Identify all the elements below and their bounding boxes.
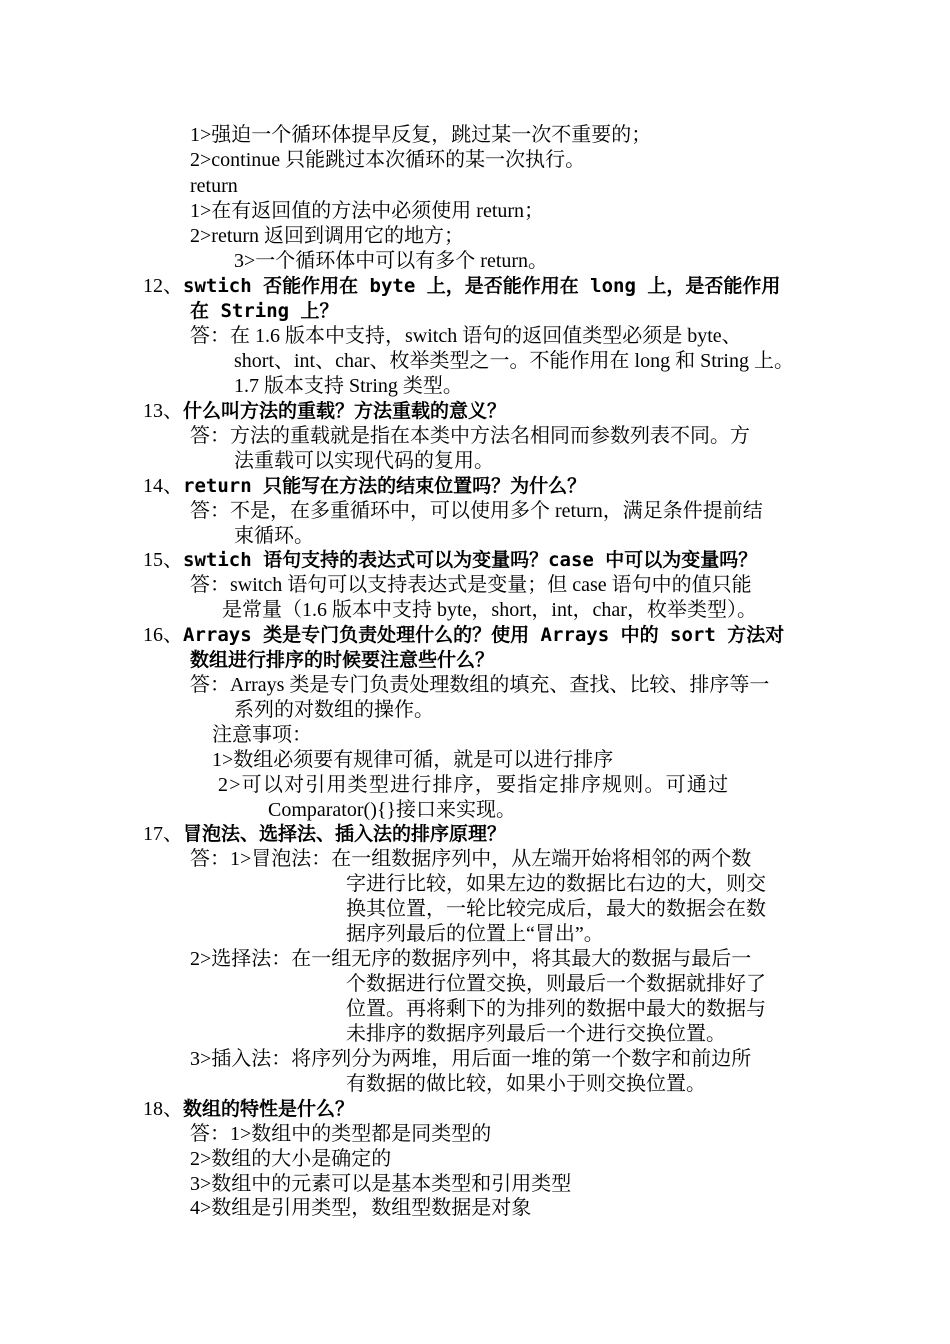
answer-18-line-4: 4>数组是引用类型，数组型数据是对象 xyxy=(190,1197,532,1219)
question-number: 14、 xyxy=(143,475,183,497)
answer-18-line-1: 答：1>数组中的类型都是同类型的 xyxy=(190,1123,492,1145)
answer-17-insert-2: 有数据的做比较，如果小于则交换位置。 xyxy=(346,1073,706,1095)
question-12-cont: 在 String 上？ xyxy=(190,300,339,322)
question-18 xyxy=(143,1097,354,1122)
question-13 xyxy=(143,399,506,424)
question-text: 什么叫方法的重载？方法重载的意义？ xyxy=(183,400,507,422)
answer-15-line-2: 是常量（1.6 版本中支持 byte，short，int，char，枚举类型）。 xyxy=(222,599,757,621)
question-number: 12、 xyxy=(143,275,183,297)
answer-17-select-1: 2>选择法：在一组无序的数据序列中，将其最大的数据与最后一 xyxy=(190,948,752,970)
answer-16-note-2: 2>可以对引用类型进行排序，要指定排序规则。可通过 xyxy=(218,774,730,796)
answer-12-line-3: 1.7 版本支持 String 类型。 xyxy=(234,375,463,397)
question-number: 18、 xyxy=(143,1098,183,1120)
answer-16-line-2: 系列的对数组的操作。 xyxy=(234,699,434,721)
answer-17-bubble-1: 答：1>冒泡法：在一组数据序列中，从左端开始将相邻的两个数 xyxy=(190,848,752,870)
answer-15-line-1: 答：switch 语句可以支持表达式是变量；但 case 语句中的值只能 xyxy=(190,574,752,596)
answer-14-line-2: 束循环。 xyxy=(234,525,314,547)
question-text: 冒泡法、选择法、插入法的排序原理？ xyxy=(183,823,507,845)
question-number: 17、 xyxy=(143,823,183,845)
answer-12-line-1: 答：在 1.6 版本中支持，switch 语句的返回值类型必须是 byte、 xyxy=(190,325,742,347)
question-16 xyxy=(143,623,784,648)
question-12 xyxy=(143,274,780,299)
question-text: swtich 语句支持的表达式可以为变量吗？case 中可以为变量吗？ xyxy=(183,549,758,571)
question-number: 13、 xyxy=(143,400,183,422)
answer-12-line-2: short、int、char、枚举类型之一。不能作用在 long 和 String 上。 xyxy=(234,350,794,372)
question-text: swtich 否能作用在 byte 上，是否能作用在 long 上，是否能作用 xyxy=(183,275,781,297)
answer-16-line-1: 答：Arrays 类是专门负责处理数组的填充、查找、比较、排序等一 xyxy=(190,674,770,696)
answer-18-line-2: 2>数组的大小是确定的 xyxy=(190,1148,392,1170)
answer-17-bubble-3: 换其位置，一轮比较完成后，最大的数据会在数 xyxy=(346,898,766,920)
question-text: 数组的特性是什么？ xyxy=(183,1098,355,1120)
question-text: Arrays 类是专门负责处理什么的？使用 Arrays 中的 sort 方法对 xyxy=(183,624,785,646)
answer-13-line-1: 答：方法的重载就是指在本类中方法名相同而参数列表不同。方 xyxy=(190,425,750,447)
answer-17-select-4: 未排序的数据序列最后一个进行交换位置。 xyxy=(346,1023,726,1045)
answer-17-select-3: 位置。再将剩下的为排列的数据中最大的数据与 xyxy=(346,998,766,1020)
question-17 xyxy=(143,822,506,847)
answer-16-notes-label: 注意事项： xyxy=(212,724,312,746)
return-heading: return xyxy=(190,175,238,197)
return-point-3: 3>一个循环体中可以有多个 return。 xyxy=(234,250,549,272)
question-number: 15、 xyxy=(143,549,183,571)
answer-17-insert-1: 3>插入法：将序列分为两堆，用后面一堆的第一个数字和前边所 xyxy=(190,1048,752,1070)
answer-16-note-2-cont: Comparator(){}接口来实现。 xyxy=(268,799,517,821)
answer-14-line-1: 答：不是，在多重循环中，可以使用多个 return，满足条件提前结 xyxy=(190,500,763,522)
answer-17-bubble-2: 字进行比较，如果左边的数据比右边的大，则交 xyxy=(346,873,766,895)
return-point-1: 1>在有返回值的方法中必须使用 return； xyxy=(190,200,545,222)
answer-18-line-3: 3>数组中的元素可以是基本类型和引用类型 xyxy=(190,1173,572,1195)
question-number: 16、 xyxy=(143,624,183,646)
answer-17-select-2: 个数据进行位置交换，则最后一个数据就排好了 xyxy=(346,973,766,995)
continue-point-1: 1>强迫一个循环体提早反复，跳过某一次不重要的； xyxy=(190,124,652,146)
answer-16-note-1: 1>数组必须要有规律可循，就是可以进行排序 xyxy=(212,749,614,771)
answer-17-bubble-4: 据序列最后的位置上“冒出”。 xyxy=(346,923,604,945)
return-point-2: 2>return 返回到调用它的地方； xyxy=(190,225,465,247)
continue-point-2: 2>continue 只能跳过本次循环的某一次执行。 xyxy=(190,149,586,171)
question-text: return 只能写在方法的结束位置吗？为什么？ xyxy=(183,475,587,497)
question-15 xyxy=(143,548,757,573)
answer-13-line-2: 法重载可以实现代码的复用。 xyxy=(234,450,494,472)
question-14 xyxy=(143,474,586,499)
question-16-cont: 数组进行排序的时候要注意些什么？ xyxy=(190,649,495,671)
